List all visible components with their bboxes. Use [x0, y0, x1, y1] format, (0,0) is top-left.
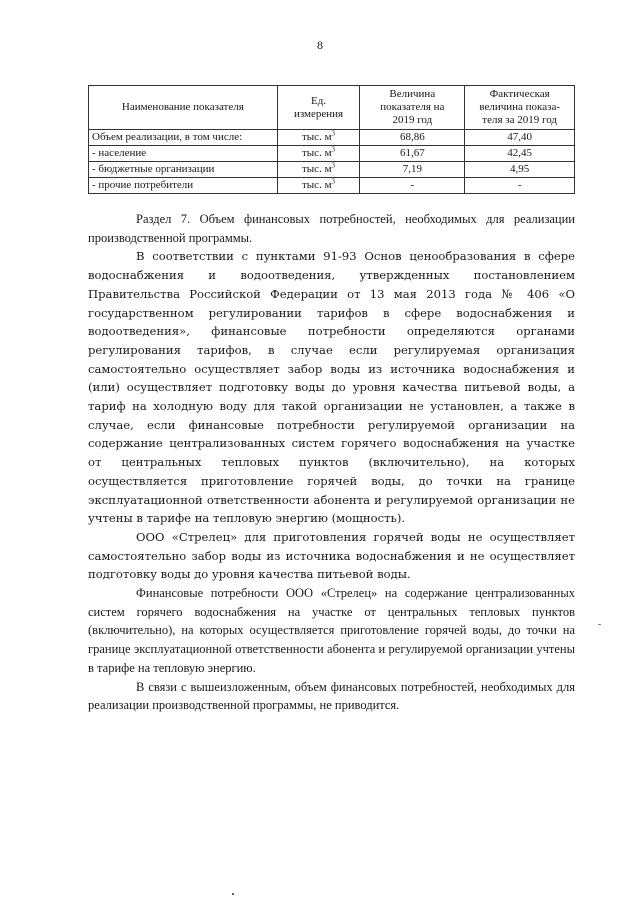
- page-number: 8: [317, 38, 323, 52]
- header-unit: [277, 86, 360, 130]
- unit-text: тыс. м: [301, 179, 332, 191]
- indicators-table: [88, 85, 575, 194]
- document-body: [88, 210, 575, 715]
- row-unit: [277, 178, 360, 194]
- unit-sup: 3: [331, 177, 336, 186]
- scan-mark: [598, 624, 601, 625]
- header-value-2019: [360, 86, 465, 130]
- row-value: -: [360, 178, 465, 194]
- row-name: - население: [89, 146, 278, 162]
- unit-sup: 3: [331, 129, 336, 138]
- table-row: [89, 162, 575, 178]
- header-actual-line: Фактическая: [489, 88, 550, 100]
- row-name: Объем реализации, в том числе:: [89, 130, 278, 146]
- header-name: Наименование показателя: [89, 86, 278, 130]
- scan-mark: [232, 893, 234, 895]
- row-value: 7,19: [360, 162, 465, 178]
- header-unit-line: Ед.: [310, 94, 327, 107]
- header-actual-2019: [465, 86, 575, 130]
- header-value-line: Величина: [389, 88, 436, 100]
- paragraph: ООО «Стрелец» для приготовления горячей воды не осуществляет самостоятельно забор воды из источника водоснабжения и не осуществляет подготовку воды до уровня качества питьевой воды.: [88, 529, 575, 582]
- header-actual-line: теля за 2019 год: [482, 114, 558, 126]
- row-actual: -: [465, 178, 575, 194]
- row-actual: 42,45: [465, 146, 575, 162]
- section-heading: Раздел 7. Объем финансовых потребностей, необходимых для реализации производственной программы.: [88, 212, 575, 245]
- row-unit: [277, 130, 360, 146]
- row-name: - прочие потребители: [89, 178, 278, 194]
- unit-text: тыс. м: [301, 163, 332, 175]
- header-unit-line: измерения: [293, 107, 344, 120]
- unit-sup: 3: [331, 161, 336, 170]
- paragraph: В связи с вышеизложенным, объем финансовых потребностей, необходимых для реализации производственной программы, не приводится.: [88, 679, 575, 713]
- row-name: - бюджетные организации: [89, 162, 278, 178]
- header-value-line: 2019 год: [392, 114, 433, 126]
- unit-text: тыс. м: [301, 147, 332, 159]
- header-value-line: показателя на: [380, 101, 445, 113]
- row-value: 68,86: [360, 130, 465, 146]
- table-row: [89, 130, 575, 146]
- header-actual-line: величина показа-: [479, 101, 560, 113]
- paragraph: Финансовые потребности ООО «Стрелец» на содержание централизованных систем горячего водоснабжения на участке от центральных тепловых пунктов (включительно), на которых осуществляется приготовление горячей воды, до точки на границе эксплуатационной ответственности абонента и регулируемой организации учтены в тарифе на тепловую энергию.: [88, 586, 575, 675]
- unit-text: тыс. м: [301, 131, 332, 143]
- table-row: [89, 146, 575, 162]
- table-row: [89, 178, 575, 194]
- unit-sup: 3: [331, 145, 336, 154]
- row-value: 61,67: [360, 146, 465, 162]
- table-header-row: [89, 86, 575, 130]
- row-actual: 47,40: [465, 130, 575, 146]
- row-unit: [277, 162, 360, 178]
- row-actual: 4,95: [465, 162, 575, 178]
- row-unit: [277, 146, 360, 162]
- paragraph: В соответствии с пунктами 91-93 Основ ценообразования в сфере водоснабжения и водоотведения, утвержденных постановлением Правительства Российской Федерации от 13 мая 2013 года № 406 «О государственном регулировании тарифов в сфере водоснабжения и водоотведения», финансовые потребности определяются органами регулирования тарифов, в случае если регулируемая организация самостоятельно осуществляет забор воды из источника водоснабжения и (или) осуществляет подготовку воды до уровня качества питьевой воды, а тариф на холодную воду для такой организации не установлен, а также в случае, если финансовые потребности регулируемой организации на содержание централизованных систем горячего водоснабжения на участке от центральных тепловых пунктов (включительно), на которых осуществляется приготовление горячей воды, до точки на границе эксплуатационной ответственности абонента и регулируемой организации не учтены в тарифе на тепловую энергию (мощность).: [88, 249, 575, 526]
